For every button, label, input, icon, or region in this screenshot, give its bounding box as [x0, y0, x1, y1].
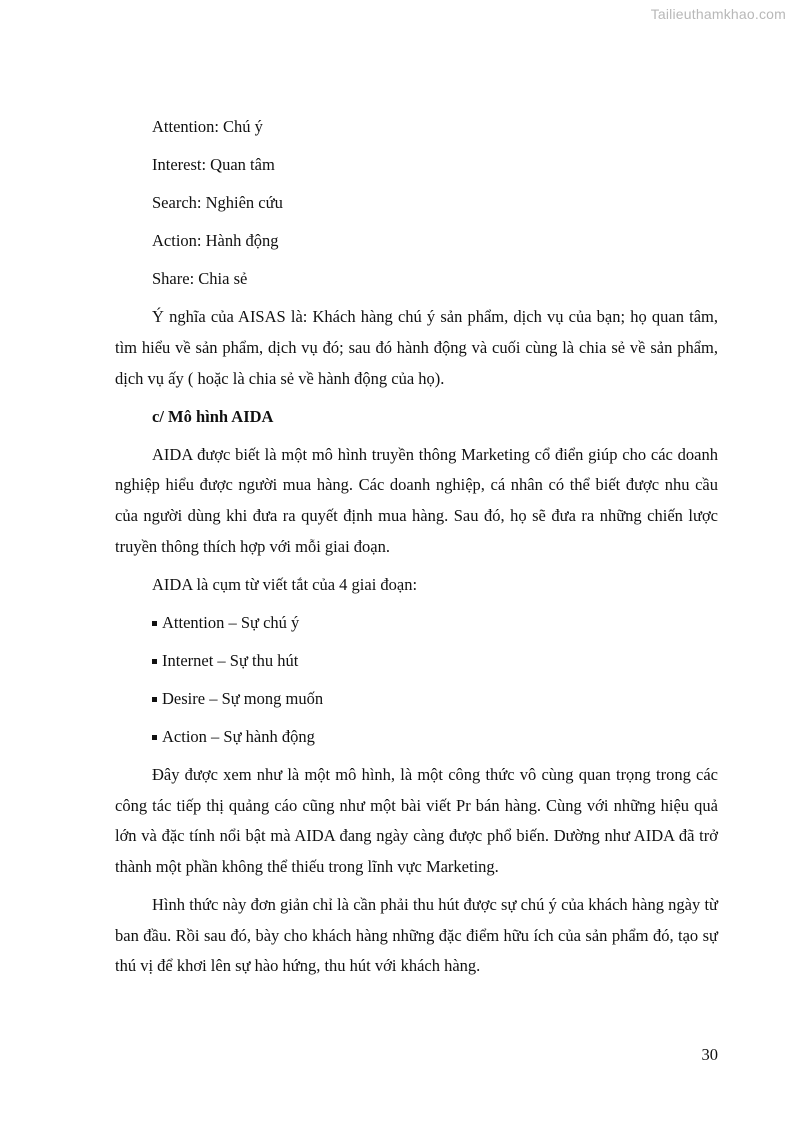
aida-importance-paragraph: Đây được xem như là một mô hình, là một công thức vô cùng quan trọng trong các công tác tiếp thị quảng cáo cũng như một bài viết Pr bán hàng. Cùng với những hiệu quả lớn và đặc tính nổi bật mà AIDA đang ngày càng được phổ biến. Dường như AIDA đã trở thành một phần không thể thiếu trong lĩnh vực Marketing. [115, 765, 718, 876]
bullet-text: Attention – Sự chú ý [162, 612, 300, 632]
aida-intro-paragraph: AIDA được biết là một mô hình truyền thông Marketing cổ điển giúp cho các doanh nghiệp hiểu được người mua hàng. Các doanh nghiệp, cá nhân có thể biết được nhu cầu của người dùng khi đưa ra quyết định mua hàng. Sau đó, họ sẽ đưa ra những chiến lược truyền thông thích hợp với mỗi giai đoạn. [115, 444, 718, 556]
aisas-item-search: Search: Nghiên cứu [152, 193, 283, 213]
aida-stages-intro: AIDA là cụm từ viết tắt của 4 giai đoạn: [152, 574, 418, 594]
aisas-item-action: Action: Hành động [152, 231, 279, 251]
aisas-item-attention: Attention: Chú ý [152, 117, 263, 136]
aisas-item-interest: Interest: Quan tâm [152, 155, 275, 175]
bullet-text: Internet – Sự thu hút [162, 650, 299, 670]
bullet-item [115, 646, 718, 677]
bullet-item [115, 722, 718, 753]
bullet-item [115, 684, 718, 715]
watermark: Tailieuthamkhao.com [650, 6, 786, 22]
square-bullet-icon [152, 735, 157, 740]
square-bullet-icon [152, 697, 157, 702]
section-heading-aida: c/ Mô hình AIDA [152, 406, 274, 426]
bullet-text: Desire – Sự mong muốn [162, 689, 324, 708]
bullet-item [115, 608, 718, 639]
bullet-text: Action – Sự hành động [162, 727, 315, 747]
square-bullet-icon [152, 659, 157, 664]
document-body [115, 112, 718, 989]
aida-form-paragraph: Hình thức này đơn giản chỉ là cần phải thu hút được sự chú ý của khách hàng ngày từ ban đầu. Rồi sau đó, bày cho khách hàng những đặc điểm hữu ích của sản phẩm đó, tạo sự thú vị để khơi lên sự hào hứng, thu hút với khách hàng. [115, 895, 718, 976]
aisas-item-share: Share: Chia sẻ [152, 269, 248, 289]
page-number: 30 [701, 1045, 718, 1064]
square-bullet-icon [152, 621, 157, 626]
aisas-meaning-paragraph: Ý nghĩa của AISAS là: Khách hàng chú ý sản phẩm, dịch vụ của bạn; họ quan tâm, tìm hiểu về sản phẩm, dịch vụ đó; sau đó hành động và cuối cùng là chia sẻ về sản phẩm, dịch vụ ấy ( hoặc là chia sẻ về hành động của họ). [115, 307, 718, 388]
